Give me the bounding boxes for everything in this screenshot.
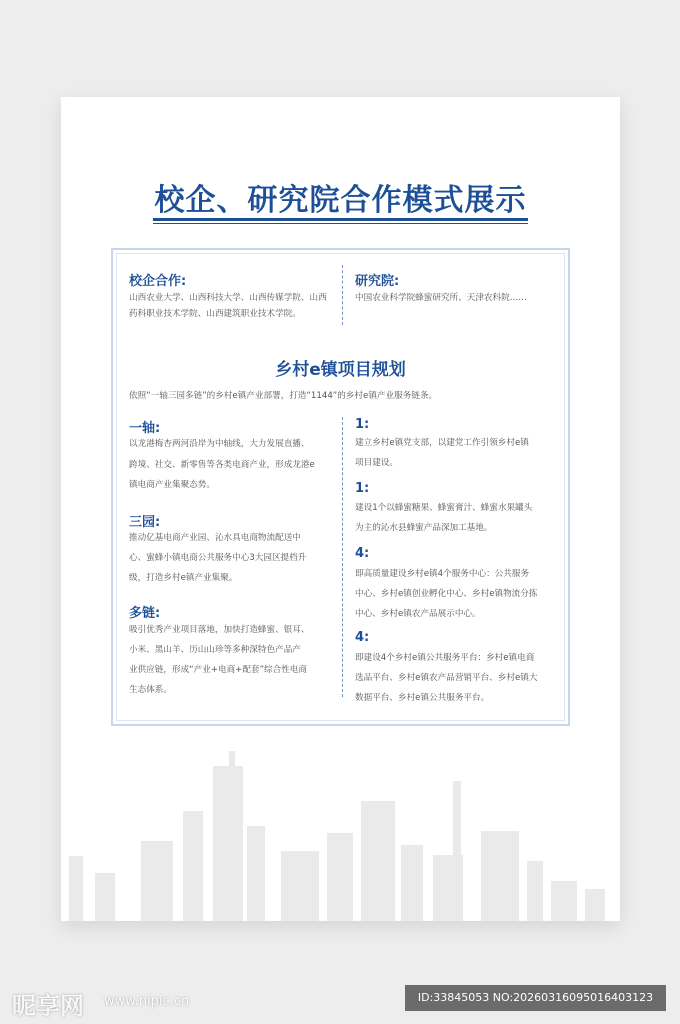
column-divider-top [342,265,343,325]
plan-right-2-line-2: 中心、乡村e镇创业孵化中心、乡村e镇物流分拣 [355,589,538,599]
page-title: 校企、研究院合作模式展示 [154,183,527,218]
plan-left-0-line-3: 镇电商产业集聚态势。 [129,480,215,490]
school-cooperation-line-1: 山西农业大学、山西科技大学、山西传媒学院、山西 [129,293,327,303]
plan-right-0-heading: 1: [355,417,370,432]
plan-left-1-line-3: 级，打造乡村e镇产业集聚。 [129,573,238,583]
plan-right-3-line-2: 选品平台、乡村e镇农产品营销平台、乡村e镇大 [355,673,538,683]
plan-left-2-line-2: 小米、黑山羊、历山山珍等多种深特色产品产 [129,645,301,655]
image-id-badge: ID:33845053 NO:20260316095016403123 [405,985,666,1011]
city-skyline-decoration [61,741,620,921]
plan-right-2-line-3: 中心、乡村e镇农产品展示中心。 [355,609,481,619]
plan-title: 乡村e镇项目规划 [275,360,406,380]
plan-right-3-heading: 4: [355,630,370,645]
plan-right-0-line-1: 建立乡村e镇党支部，以建党工作引领乡村e镇 [355,438,529,448]
plan-right-1-line-1: 建设1个以蜂蜜糖果、蜂蜜膏汁、蜂蜜水果罐头 [355,503,533,513]
school-cooperation-heading: 校企合作: [129,274,187,289]
plan-right-1-heading: 1: [355,481,370,496]
school-cooperation-line-2: 药科职业技术学院、山西建筑职业技术学院。 [129,309,301,319]
plan-right-1-line-2: 为主的沁水县蜂蜜产品深加工基地。 [355,523,493,533]
plan-right-3-line-3: 数据平台、乡村e镇公共服务平台。 [355,693,490,703]
plan-left-2-line-4: 生态体系。 [129,685,172,695]
plan-left-2-line-1: 吸引优秀产业项目落地，加快打造蜂蜜、银耳、 [129,625,310,635]
plan-right-2-heading: 4: [355,546,370,561]
plan-right-0-line-2: 项目建设。 [355,458,398,468]
plan-right-2-line-1: 即高质量建设乡村e镇4个服务中心：公共服务 [355,569,530,579]
plan-left-0-line-2: 跨境、社交、新零售等各类电商产业，形成龙港e [129,460,315,470]
title-underline [153,218,528,221]
column-divider-bottom [342,417,343,697]
plan-right-3-line-1: 即建设4个乡村e镇公共服务平台：乡村e镇电商 [355,653,535,663]
plan-left-2-heading: 多链: [129,606,161,621]
plan-left-0-line-1: 以龙港梅杏两河沿岸为中轴线，大力发展直播、 [129,439,310,449]
plan-left-2-line-3: 业供应链，形成“产业+电商+配套”综合性电商 [129,665,307,675]
plan-left-1-line-1: 推动亿基电商产业园、沁水具电商物流配送中 [129,533,301,543]
plan-intro: 依照“一轴三园多链”的乡村e镇产业部署，打造“1144”的乡村e镇产业服务链条。 [129,391,438,401]
research-institute-heading: 研究院: [355,274,400,289]
watermark-url: www.nipic.cn [104,994,190,1009]
plan-left-0-heading: 一轴: [129,421,161,436]
watermark-logo: 昵享网 [12,991,84,1020]
title-underline-thin [153,223,528,224]
research-institute-line-1: 中国农业科学院蜂蜜研究所、天津农科院…… [355,293,527,303]
poster [61,97,620,921]
plan-left-1-heading: 三园: [129,515,161,530]
plan-left-1-line-2: 心、蜜蜂小镇电商公共服务中心3大园区提档升 [129,553,307,563]
